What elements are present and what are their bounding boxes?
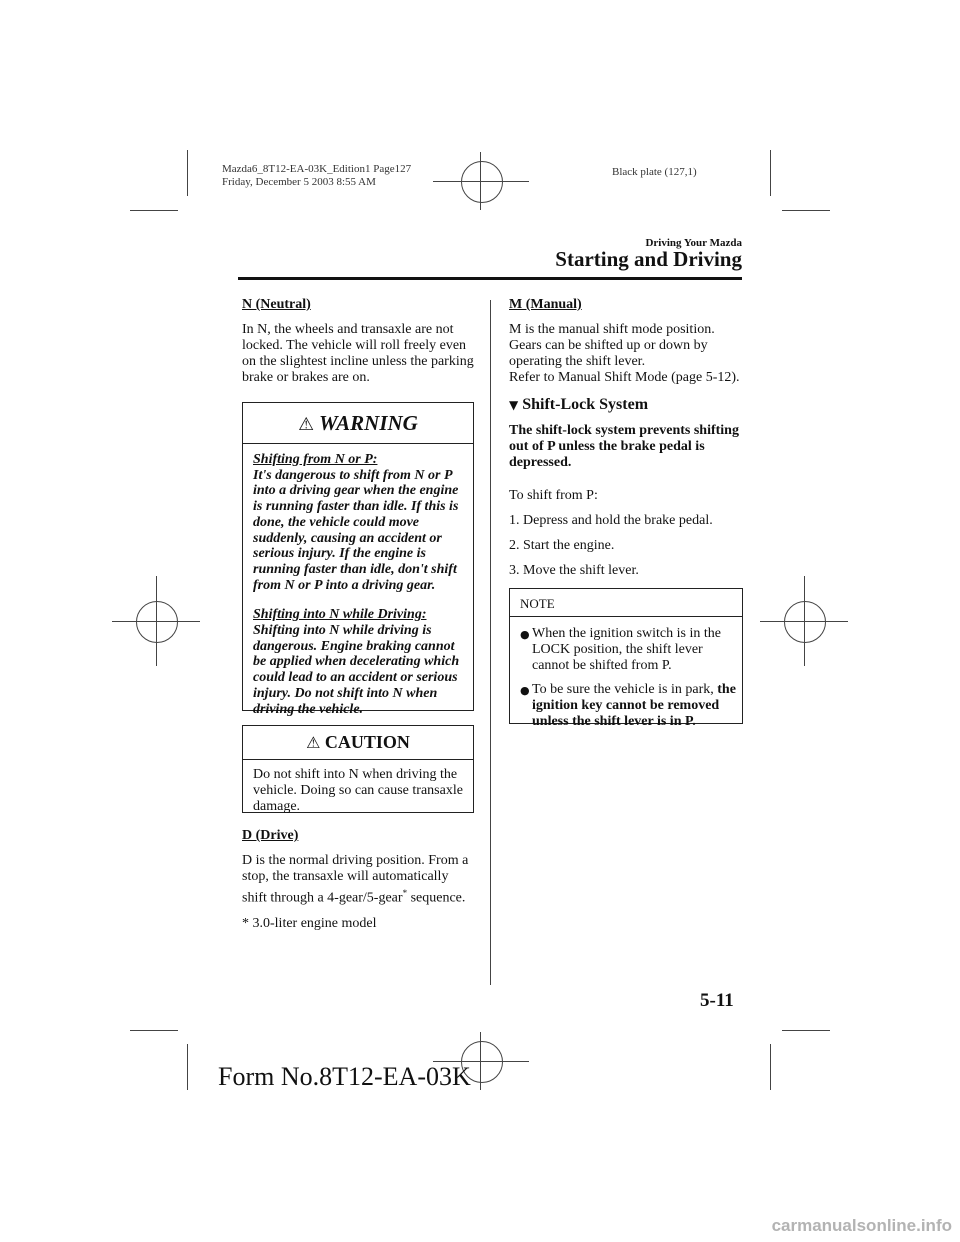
caution-header <box>243 726 473 760</box>
warning-subheading-1: Shifting from N or P: <box>253 452 378 467</box>
caution-box <box>242 725 474 813</box>
note-item-2-bold: the ignition key cannot be removed unless the shift lever is in P. <box>532 682 736 729</box>
step-2: 2. Start the engine. <box>509 538 615 553</box>
section-arrow-icon: ▼ <box>509 398 519 412</box>
footnote: * 3.0-liter engine model <box>242 915 377 931</box>
caution-title: CAUTION <box>324 732 410 752</box>
neutral-heading: N (Neutral) <box>242 297 311 312</box>
print-info <box>222 163 411 189</box>
note-box <box>509 588 743 729</box>
drive-section <box>242 828 474 932</box>
note-title: NOTE <box>510 589 742 617</box>
note-item-2 <box>510 674 742 730</box>
warning-content <box>243 444 473 717</box>
warning-body-1: It's dangerous to shift from N or P into a driving gear when the engine is running faster than idle. If this is done, the vehicle could move suddenly, causing an accident or serious injury. If the engine is running faster than idle, don't shift from N or P into a driving gear. <box>253 467 459 593</box>
warning-box <box>242 402 474 717</box>
bullet-icon: ● <box>520 628 530 641</box>
caution-triangle-icon: ⚠ <box>306 733 321 752</box>
neutral-body: In N, the wheels and transaxle are not locked. The vehicle will roll freely even on the slightest incline unless the parking brake or brakes are on. <box>242 322 474 385</box>
note-item-1-text: When the ignition switch is in the LOCK position, the shift lever cannot be shifted from P. <box>532 626 721 673</box>
drive-body-text: D is the normal driving position. From a stop, the transaxle will automatically shift through a 4-gear/5-gear <box>242 853 469 906</box>
warning-subheading-2: Shifting into N while Driving: <box>253 607 427 623</box>
warning-title: WARNING <box>319 411 418 435</box>
step-1: 1. Depress and hold the brake pedal. <box>509 513 713 528</box>
print-date: Friday, December 5 2003 8:55 AM <box>222 176 376 188</box>
warning-triangle-icon: ⚠ <box>298 414 315 435</box>
warning-body-2: Shifting into N while driving is dangerous. Engine braking cannot be applied when decelerating which could lead to an accident or serious injury. Do not shift into N when driving the vehicle. <box>253 623 460 717</box>
manual-heading: M (Manual) <box>509 297 582 312</box>
bullet-icon: ● <box>520 684 530 697</box>
right-column <box>509 297 741 579</box>
drive-body-end: sequence. <box>407 890 466 906</box>
to-shift-label: To shift from P: <box>509 488 598 503</box>
shiftlock-intro: The shift-lock system prevents shifting out of P unless the brake pedal is depressed. <box>509 423 739 470</box>
drive-heading: D (Drive) <box>242 828 299 843</box>
left-column <box>242 297 474 386</box>
black-plate-label: Black plate (127,1) <box>612 166 697 178</box>
step-3: 3. Move the shift lever. <box>509 563 639 578</box>
page-number: 5-11 <box>700 990 734 1011</box>
caution-body: Do not shift into N when driving the vehicle. Doing so can cause transaxle damage. <box>253 767 463 814</box>
print-file-name: Mazda6_8T12-EA-03K_Edition1 Page127 <box>222 163 412 175</box>
form-number: Form No.8T12-EA-03K <box>218 1062 471 1091</box>
shiftlock-heading: Shift-Lock System <box>522 396 649 413</box>
note-item-2-text: To be sure the vehicle is in park, <box>532 682 718 697</box>
page-title: Starting and Driving <box>555 247 742 271</box>
header-rule <box>238 277 742 280</box>
watermark: carmanualsonline.info <box>771 1216 952 1235</box>
manual-reference: Refer to Manual Shift Mode (page 5-12). <box>509 370 740 385</box>
manual-body: M is the manual shift mode position. Gears can be shifted up or down by operating the shift lever. <box>509 322 715 369</box>
footnote-marker: * <box>402 888 408 898</box>
drive-body <box>242 853 474 907</box>
section-label: Driving Your Mazda <box>645 237 742 249</box>
note-item-1 <box>510 617 742 674</box>
shiftlock-heading-row <box>509 397 741 413</box>
warning-header <box>243 403 473 444</box>
